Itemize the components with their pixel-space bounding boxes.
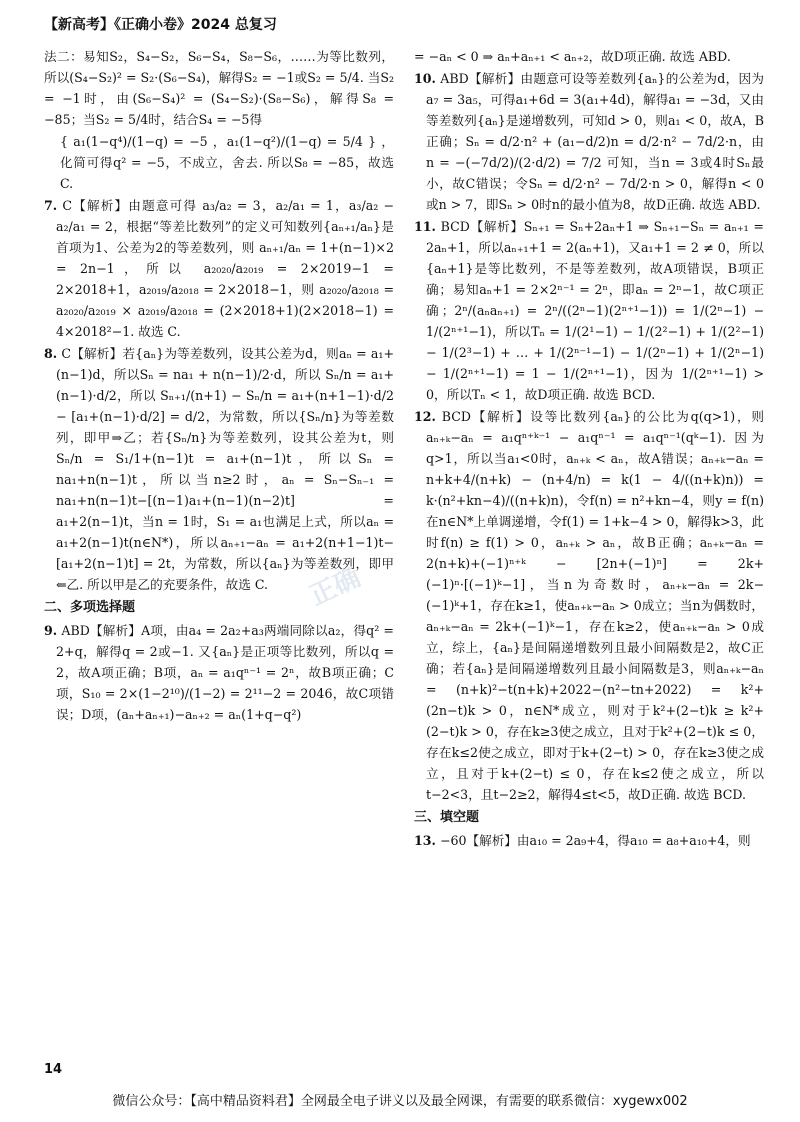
question-number: 11. bbox=[414, 219, 436, 234]
watermark-text: 正确 bbox=[305, 562, 366, 612]
solution-text: ABD【解析】A项，由a₄ = 2a₂+a₃两端同除以a₂，得q² = 2+q，解得q = 2或−1. 又{aₙ}是正项等比数列，所以q = 2，故A项正确；B项，aₙ = a₁qⁿ⁻¹ = 2ⁿ，故B项正确；C项，S₁₀ = 2×(1−2¹⁰)/(1−2) = 2¹¹−2 = 2046，故C项错误；D项，(aₙ+aₙ₊₁)−aₙ₊₂ = aₙ(1+q−q²) bbox=[56, 623, 394, 722]
solution-item bbox=[414, 406, 764, 805]
question-number: 7. bbox=[44, 198, 58, 213]
question-number: 13. bbox=[414, 833, 436, 848]
solution-text: C【解析】由题意可得 a₃/a₂ = 3，a₂/a₁ = 1，a₃/a₂ − a₂/a₁ = 2，根据“等差比数列”的定义可知数列{aₙ₊₁/aₙ}是首项为1、公差为2的等差数列，则 aₙ₊₁/aₙ = 1+(n−1)×2 = 2n−1，所以 a₂₀₂₀/a₂₀₁₉ = 2×2019−1 = 2×2018+1，a₂₀₁₉/a₂₀₁₈ = 2×2018−1，则 a₂₀₂₀/a₂₀₁₈ = a₂₀₂₀/a₂₀₁₉ × a₂₀₁₉/a₂₀₁₈ = (2×2018+1)(2×2018−1) = 4×2018²−1. 故选 C. bbox=[56, 198, 394, 339]
solution-text: ABD【解析】由题意可设等差数列{aₙ}的公差为d，因为a₇ = 3a₅，可得a₁+6d = 3(a₁+4d)，解得a₁ = −3d，又由等差数列{aₙ}是递增数列，可知d > 0，则a₁ < 0，故A，B正确；Sₙ = d/2·n² + (a₁−d/2)n = d/2·n² − 7d/2·n，由 n = −(−7d/2)/(2·d/2) = 7/2 可知，当n = 3或4时Sₙ最小，故C错误；令Sₙ = d/2·n² − 7d/2·n > 0，解得n < 0或n > 7，即Sₙ > 0时n的最小值为8，故D正确. 故选 ABD. bbox=[426, 71, 764, 212]
page-number: 14 bbox=[44, 1062, 63, 1077]
question-number: 12. bbox=[414, 409, 436, 424]
section-heading: 三、填空题 bbox=[414, 810, 480, 825]
solution-text: −60【解析】由a₁₀ = 2a₉+4，得a₁₀ = a₈+a₁₀+4，则 bbox=[439, 833, 751, 848]
question-number: 10. bbox=[414, 71, 436, 86]
section-heading: 二、多项选择题 bbox=[44, 600, 136, 615]
solution-text: BCD【解析】设等比数列{aₙ}的公比为q(q>1)，则aₙ₊ₖ−aₙ = a₁qⁿ⁺ᵏ⁻¹ − a₁qⁿ⁻¹ = a₁qⁿ⁻¹(qᵏ−1). 因为q>1，所以当a₁<0时，aₙ₊ₖ < aₙ，故A错误；aₙ₊ₖ−aₙ = n+k+4/(n+k) − (n+4/n) = k(1 − 4/((n+k)n)) = k·(n²+kn−4)/((n+k)n)，令f(n) = n²+kn−4，则y = f(n)在n∈N*上单调递增，令f(1) = 1+k−4 > 0，解得k>3，此时f(n) ≥ f(1) > 0，aₙ₊ₖ > aₙ，故B正确；aₙ₊ₖ−aₙ = 2(n+k)+(−1)ⁿ⁺ᵏ − [2n+(−1)ⁿ] = 2k+(−1)ⁿ·[(−1)ᵏ−1]，当n为奇数时，aₙ₊ₖ−aₙ = 2k−(−1)ᵏ+1，存在k≥1，使aₙ₊ₖ−aₙ > 0成立；当n为偶数时，aₙ₊ₖ−aₙ = 2k+(−1)ᵏ−1，存在k≥2，使aₙ₊ₖ−aₙ > 0成立，综上，{aₙ}是间隔递增数列且最小间隔数是2，故C正确；若{aₙ}是间隔递增数列且最小间隔数是3，则aₙ₊ₖ−aₙ = (n+k)²−t(n+k)+2022−(n²−tn+2022) = k²+(2n−t)k > 0，n∈N*成立，则对于k²+(2−t)k ≥ k²+(2−t)k > 0，存在k≥3使之成立，且对于k²+(2−t)k ≤ 0，存在k≤2使之成立，即对于k+(2−t) > 0，存在k≥3使之成立，且对于k+(2−t) ≤ 0，存在k≤2使之成立，所以t−2<3，且t−2≥2，解得4≤t<5，故D正确. 故选 BCD. bbox=[426, 409, 764, 802]
right-column bbox=[414, 46, 764, 852]
solution-text: C【解析】若{aₙ}为等差数列，设其公差为d，则aₙ = a₁+(n−1)d，所以Sₙ = na₁ + n(n−1)/2·d，所以 Sₙ/n = a₁+(n−1)·d/2，所以 Sₙ₊₁/(n+1) − Sₙ/n = a₁+(n+1−1)·d/2 − [a₁+(n−1)·d/2] = d/2，为常数，所以{Sₙ/n}为等差数列，即甲⇒乙；若{Sₙ/n}为等差数列，设其公差为t，则 Sₙ/n = S₁/1+(n−1)t = a₁+(n−1)t，所以Sₙ = na₁+n(n−1)t，所以当n≥2时，aₙ = Sₙ−Sₙ₋₁ = na₁+n(n−1)t−[(n−1)a₁+(n−1)(n−2)t] = a₁+2(n−1)t，当n = 1时，S₁ = a₁也满足上式，所以aₙ = a₁+2(n−1)t(n∈N*)，所以aₙ₊₁−aₙ = a₁+2(n+1−1)t−[a₁+2(n−1)t] = 2t，为常数，所以{aₙ}为等差数列，即甲⇐乙. 所以甲是乙的充要条件，故选 C. bbox=[56, 346, 394, 592]
page-footer: 微信公众号：【高中精品资料君】全网最全电子讲义以及最全网课，有需要的联系微信：xygewx002 bbox=[112, 1094, 688, 1109]
left-column bbox=[44, 46, 394, 726]
paragraph: = −aₙ < 0 ⇒ aₙ+aₙ₊₁ < aₙ₊₂，故D项正确. 故选 ABD. bbox=[414, 49, 731, 64]
solution-text: BCD【解析】Sₙ₊₁ = Sₙ+2aₙ+1 ⇒ Sₙ₊₁−Sₙ = aₙ₊₁ = 2aₙ+1，所以aₙ₊₁+1 = 2(aₙ+1)，又a₁+1 = 2 ≠ 0，所以{aₙ+1}是等比数列，不是等差数列，故A项错误，B项正确；易知aₙ+1 = 2×2ⁿ⁻¹ = 2ⁿ，即aₙ = 2ⁿ−1，故C项正确；2ⁿ/(aₙaₙ₊₁) = 2ⁿ/((2ⁿ−1)(2ⁿ⁺¹−1)) = 1/(2ⁿ−1) − 1/(2ⁿ⁺¹−1)，所以Tₙ = 1/(2¹−1) − 1/(2²−1) + 1/(2²−1) − 1/(2³−1) + … + 1/(2ⁿ⁻¹−1) − 1/(2ⁿ−1) + 1/(2ⁿ−1) − 1/(2ⁿ⁺¹−1) = 1 − 1/(2ⁿ⁺¹−1)，因为 1/(2ⁿ⁺¹−1) > 0，所以Tₙ < 1，故D项正确. 故选 BCD. bbox=[426, 219, 764, 402]
solution-item bbox=[44, 620, 394, 725]
paragraph: 法二：易知S₂，S₄−S₂，S₆−S₄，S₈−S₆，……为等比数列，所以(S₄−S₂)² = S₂·(S₆−S₄)，解得S₂ = −1或S₂ = 5/4. 当S₂ = −1时，由(S₆−S₄)² = (S₄−S₂)·(S₈−S₆)，解得S₈ = −85；当S₂ = 5/4时，结合S₄ = −5得 bbox=[44, 49, 394, 127]
solution-item bbox=[44, 195, 394, 342]
paragraph: { a₁(1−q⁴)/(1−q) = −5 ，a₁(1−q²)/(1−q) = 5/4 } ，化简可得q² = −5，不成立，舍去. 所以S₈ = −85，故选 C. bbox=[60, 134, 394, 191]
question-number: 9. bbox=[44, 623, 58, 638]
question-number: 8. bbox=[44, 346, 58, 361]
solution-item bbox=[414, 830, 764, 851]
page-header: 【新高考】《正确小卷》2024 总复习 bbox=[44, 17, 277, 33]
solution-item bbox=[414, 216, 764, 405]
solution-item bbox=[44, 343, 394, 595]
solution-item bbox=[414, 68, 764, 215]
